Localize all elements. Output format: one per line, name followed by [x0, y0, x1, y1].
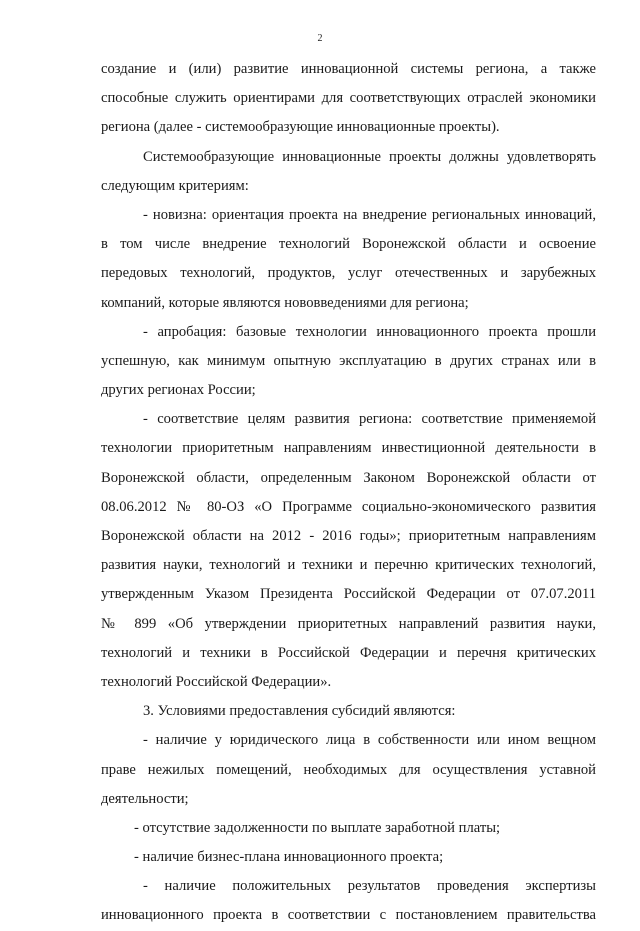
- text-line: праве нежилых помещений, необходимых для осуществления уставной: [101, 761, 596, 778]
- text-line: инновационного проекта в соответствии с постановлением правительства: [101, 907, 596, 924]
- text-line: Системообразующие инновационные проекты должны удовлетворять: [143, 148, 596, 165]
- text-line: - соответствие целям развития региона: соответствие применяемой: [143, 411, 596, 428]
- text-line: технологий и техники в Российской Федерации и перечня критических: [101, 644, 596, 661]
- text-line: других регионах России;: [101, 382, 256, 399]
- text-line: передовых технологий, продуктов, услуг отечественных и зарубежных: [101, 265, 596, 282]
- text-line: Воронежской области, определенным Законом Воронежской области от: [101, 469, 596, 486]
- document-body: [101, 55, 596, 931]
- text-line: следующим критериям:: [101, 177, 249, 194]
- text-line: № 899 «Об утверждении приоритетных направлений развития науки,: [101, 615, 596, 632]
- text-line: создание и (или) развитие инновационной системы региона, а также: [101, 61, 596, 77]
- text-line: - отсутствие задолженности по выплате заработной платы;: [134, 819, 501, 836]
- text-line: деятельности;: [101, 790, 189, 807]
- text-line: развития науки, технологий и техники и перечню критических технологий,: [101, 557, 596, 574]
- text-line: региона (далее - системообразующие инновационные проекты).: [101, 119, 500, 136]
- text-line: Воронежской области на 2012 - 2016 годы»; приоритетным направлениям: [101, 528, 596, 544]
- text-line: успешную, как минимум опытную эксплуатацию в других странах или в: [101, 352, 596, 369]
- text-line: 3. Условиями предоставления субсидий являются:: [143, 703, 456, 720]
- text-line: - наличие бизнес-плана инновационного проекта;: [134, 849, 444, 866]
- text-line: в том числе внедрение технологий Воронежской области и освоение: [101, 236, 596, 253]
- text-line: технологии приоритетным направлениям инвестиционной деятельности в: [101, 440, 596, 457]
- text-line: способные служить ориентирами для соответствующих отраслей экономики: [101, 90, 596, 107]
- text-line: утвержденным Указом Президента Российской Федерации от 07.07.2011: [101, 586, 596, 603]
- text-line: компаний, которые являются нововведениями для региона;: [101, 294, 469, 311]
- text-line: - наличие у юридического лица в собственности или ином вещном: [143, 732, 596, 749]
- text-line: технологий Российской Федерации».: [101, 673, 332, 690]
- text-line: 08.06.2012 № 80-ОЗ «О Программе социально-экономического развития: [101, 498, 596, 515]
- text-line: - апробация: базовые технологии инновационного проекта прошли: [143, 323, 596, 340]
- page-number: 2: [317, 33, 323, 44]
- text-line: - наличие положительных результатов проведения экспертизы: [143, 878, 596, 895]
- text-line: - новизна: ориентация проекта на внедрение региональных инноваций,: [143, 206, 596, 223]
